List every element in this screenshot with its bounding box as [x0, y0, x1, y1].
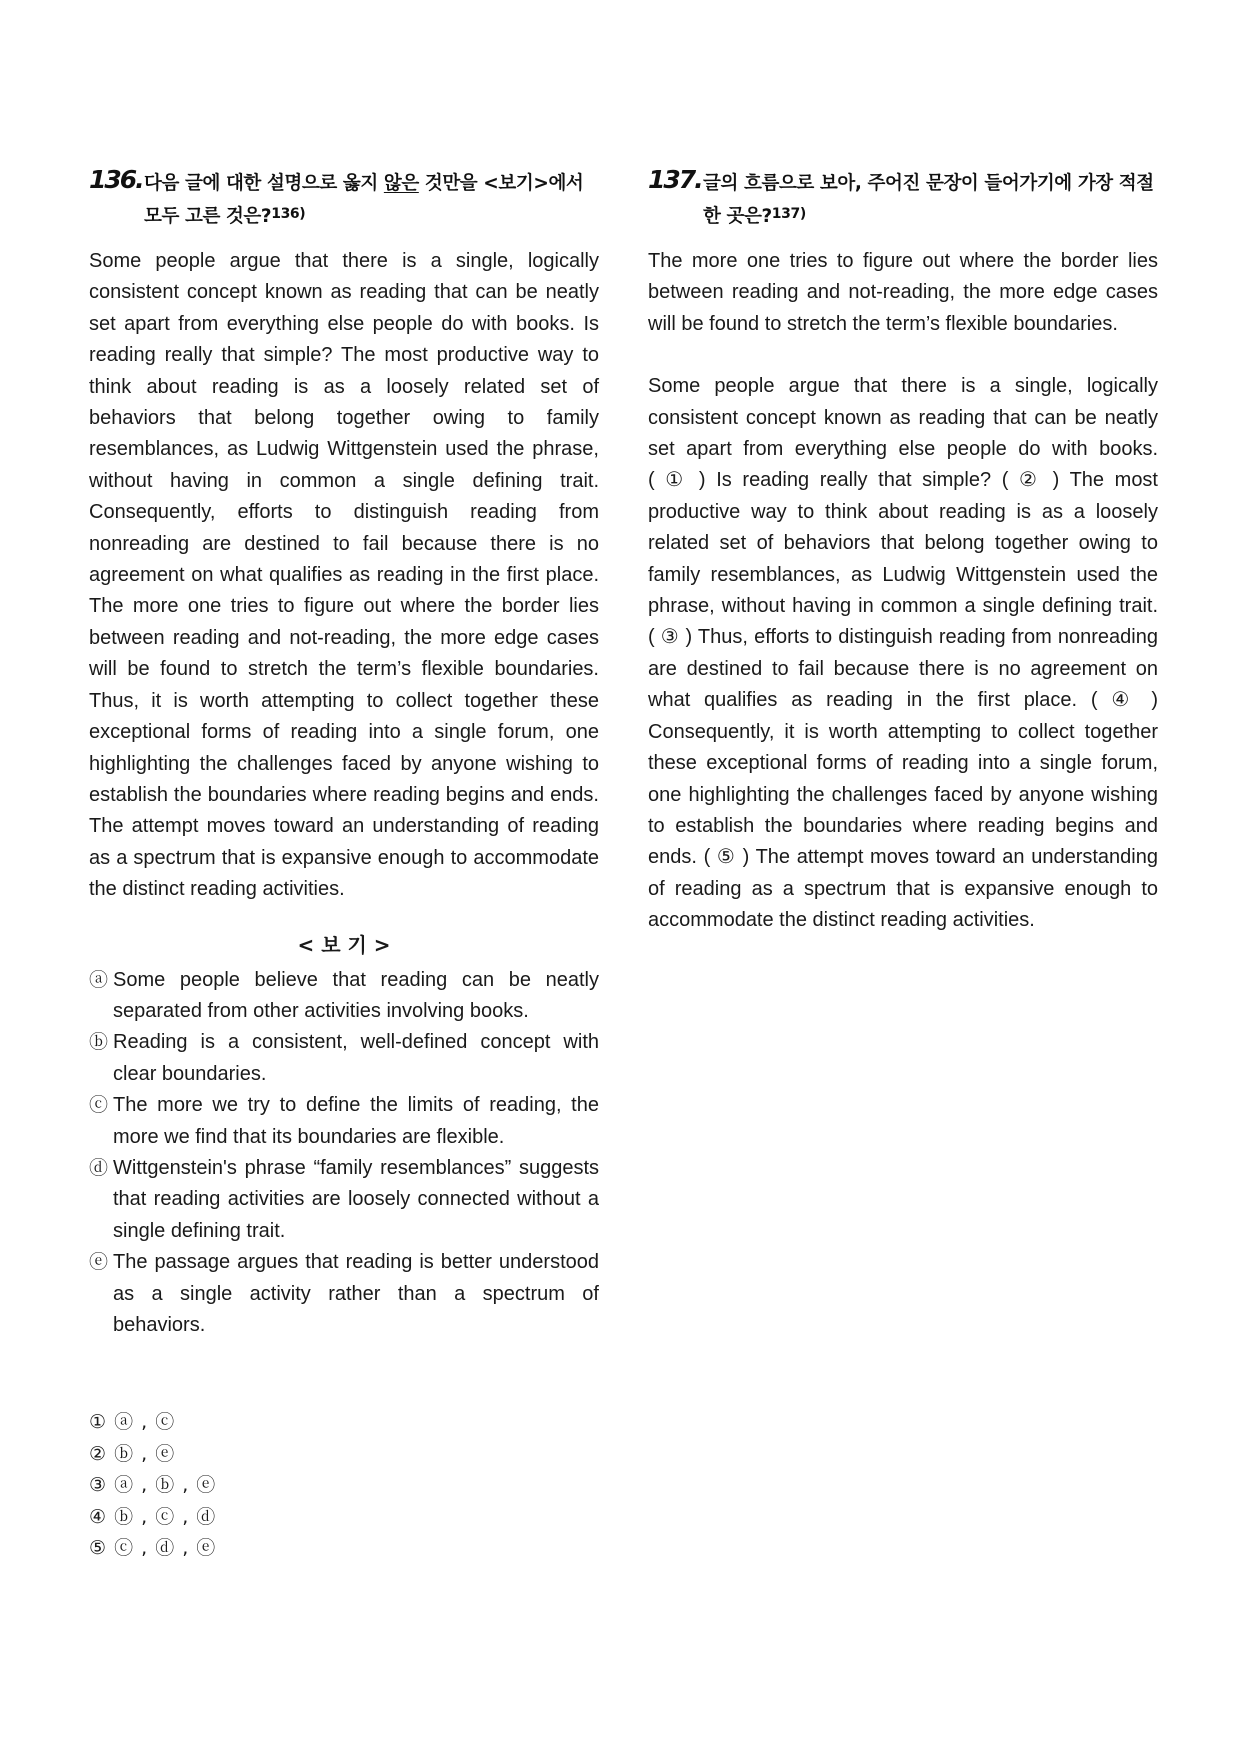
- title-part: 것만을 <보기>에서 모두 고른 것은?: [144, 173, 584, 227]
- answer-choice[interactable]: ④ ⓑ , ⓒ , ⓓ: [89, 1505, 217, 1528]
- bogi-marker: ⓔ: [89, 1251, 109, 1274]
- bogi-item: [89, 965, 599, 1028]
- bogi-item: [89, 1027, 599, 1090]
- question-number: 136.: [89, 165, 143, 194]
- bogi-text: The more we try to define the limits of reading, the more we find that its boundaries are flexible.: [113, 1094, 599, 1148]
- question-136: [89, 165, 599, 1580]
- question-title: [144, 168, 599, 232]
- answer-choice[interactable]: ③ ⓐ , ⓑ , ⓔ: [89, 1474, 217, 1497]
- insertion-marker: ( ② ): [1001, 469, 1060, 492]
- title-underlined: 않은: [383, 173, 419, 194]
- bogi-item: [89, 1090, 599, 1153]
- bogi-text: Reading is a consistent, well-defined concept with clear boundaries.: [113, 1031, 599, 1085]
- passage-segment: Is reading really that simple?: [716, 469, 992, 492]
- footnote-ref: 137): [771, 206, 806, 222]
- answer-choices: [89, 1407, 599, 1564]
- bogi-marker: ⓑ: [89, 1031, 109, 1054]
- bogi-marker: ⓒ: [89, 1094, 109, 1117]
- title-text: 글의 흐름으로 보아, 주어진 문장이 들어가기에 가장 적절한 곳은?: [703, 173, 1154, 227]
- question-137: [648, 165, 1158, 937]
- bogi-title: < 보 기 >: [297, 932, 391, 957]
- insertion-marker: ( ③ ): [648, 626, 693, 649]
- bogi-list: [89, 965, 599, 1342]
- question-header: [89, 165, 599, 232]
- passage-segment: Consequently, it is worth attempting to collect together these exceptional forms of reading into a single forum, one highlighting the challenges faced by anyone wishing to establish the boundaries where reading begins and ends.: [648, 720, 1158, 869]
- bogi-text: The passage argues that reading is better understood as a single activity rather than a spectrum of behaviors.: [113, 1251, 599, 1336]
- passage-segment: Some people argue that there is a single, logically consistent concept known as reading that can be neatly set apart from everything else people do with books.: [648, 375, 1158, 461]
- answer-choice[interactable]: ⑤ ⓒ , ⓓ , ⓔ: [89, 1537, 217, 1560]
- answer-choice[interactable]: ① ⓐ , ⓒ: [89, 1411, 176, 1434]
- footnote-ref: 136): [271, 206, 306, 222]
- bogi-text: Some people believe that reading can be neatly separated from other activities involving books.: [113, 968, 599, 1022]
- passage-segment: The most productive way to think about reading is as a loosely related set of behaviors that belong together owing to family resemblances, as Ludwig Wittgenstein used the phrase, without having in common a single defining trait.: [648, 469, 1158, 618]
- question-number: 137.: [648, 165, 702, 194]
- insertion-marker: ( ⑤ ): [703, 846, 750, 869]
- title-part: 다음 글에 대한 설명으로 옳지: [144, 173, 384, 194]
- bogi-marker: ⓓ: [89, 1156, 109, 1179]
- passage: [648, 371, 1158, 936]
- given-sentence: The more one tries to figure out where the border lies between reading and not-reading, the more edge cases will be found to stretch the term’s flexible boundaries.: [648, 250, 1158, 335]
- insertion-marker: ( ① ): [648, 469, 706, 492]
- passage: Some people argue that there is a single, logically consistent concept known as reading that can be neatly set apart from everything else people do with books. Is reading really that simple? The most productive way to think about reading is as a loosely related set of behaviors that belong together owing to family resemblances, as Ludwig Wittgenstein used the phrase, without having in common a single defining trait. Consequently, efforts to distinguish reading from nonreading are destined to fail because there is no agreement on what qualifies as reading in the first place. The more one tries to figure out where the border lies between reading and not-reading, the more edge cases will be found to stretch the term’s flexible boundaries. Thus, it is worth attempting to collect together these exceptional forms of reading into a single forum, one highlighting the challenges faced by anyone wishing to establish the boundaries where reading begins and ends. The attempt moves toward an understanding of reading as a spectrum that is expansive enough to accommodate the distinct reading activities.: [89, 250, 599, 901]
- bogi-item: [89, 1153, 599, 1247]
- question-header: [648, 165, 1158, 232]
- passage-segment: Thus, efforts to distinguish reading from nonreading are destined to fail because there is no agreement on what qualifies as reading in the first place.: [648, 626, 1158, 712]
- insertion-marker: ( ④ ): [1090, 689, 1158, 712]
- bogi-text: Wittgenstein's phrase “family resemblances” suggests that reading activities are loosely connected without a single defining trait.: [113, 1156, 599, 1242]
- passage-segment: The attempt moves toward an understanding of reading as a spectrum that is expansive enough to accommodate the distinct reading activities.: [648, 846, 1158, 932]
- answer-choice[interactable]: ② ⓑ , ⓔ: [89, 1442, 176, 1465]
- bogi-item: [89, 1247, 599, 1341]
- bogi-marker: ⓐ: [89, 968, 109, 991]
- question-title: [703, 168, 1158, 232]
